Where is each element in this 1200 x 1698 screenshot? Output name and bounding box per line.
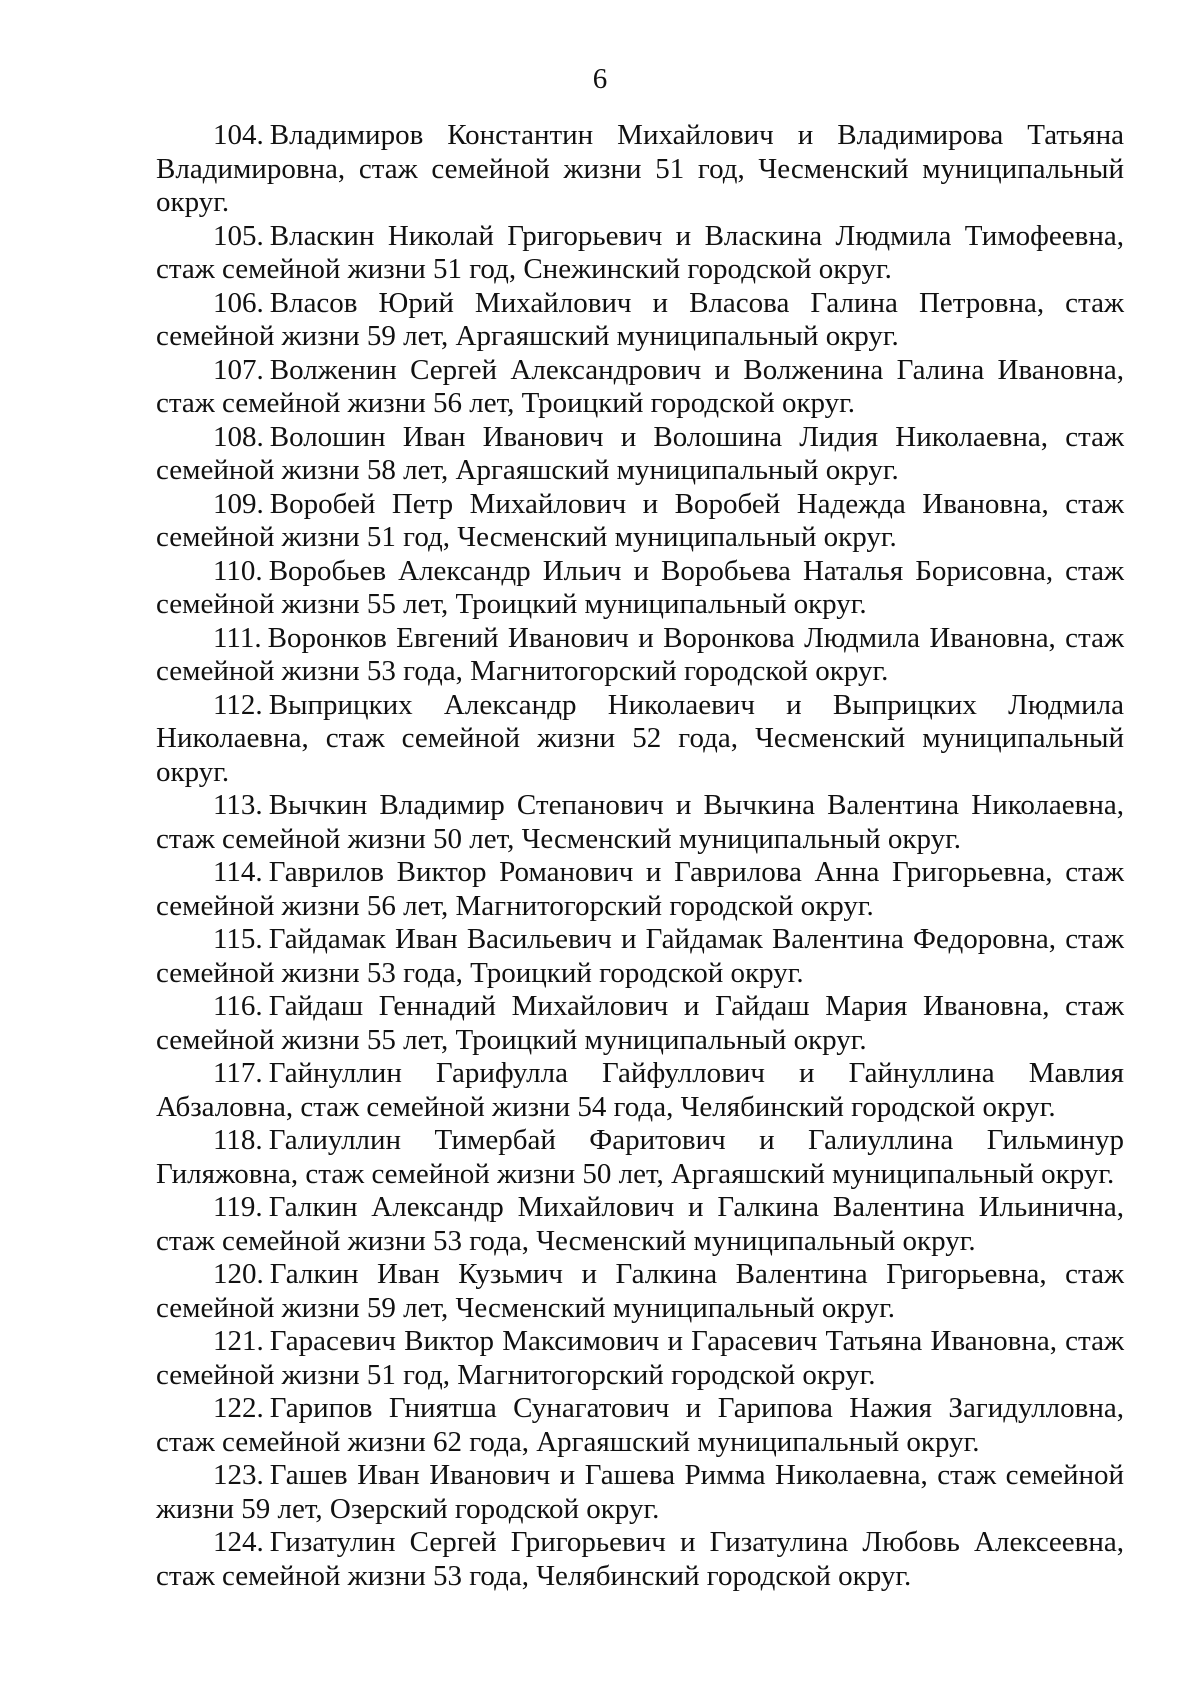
entry-text: Вычкин Владимир Степанович и Вычкина Валентина Николаевна, стаж семейной жизни 50 лет, Чесменский муниципальный округ. (156, 789, 1124, 855)
entry-text: Галиуллин Тимербай Фаритович и Галиуллина Гильминур Гиляжовна, стаж семейной жизни 50 лет, Аргаяшский муниципальный округ. (156, 1124, 1124, 1190)
entry-text: Воробей Петр Михайлович и Воробей Надежда Ивановна, стаж семейной жизни 51 год, Чесменский муниципальный округ. (156, 487, 1124, 553)
entry-text: Воронков Евгений Иванович и Воронкова Людмила Ивановна, стаж семейной жизни 53 года, Магнитогорский городской округ. (156, 621, 1124, 687)
list-item (156, 789, 1124, 856)
list-item (156, 354, 1124, 421)
entry-text: Гарипов Гниятша Сунагатович и Гарипова Нажия Загидулловна, стаж семейной жизни 62 года, Аргаяшский муниципальный округ. (156, 1392, 1124, 1458)
entry-number: 120. (213, 1258, 264, 1290)
entry-text: Выприцких Александр Николаевич и Выприцких Людмила Николаевна, стаж семейной жизни 52 года, Чесменский муниципальный округ. (156, 688, 1124, 788)
entry-text: Волженин Сергей Александрович и Волженина Галина Ивановна, стаж семейной жизни 56 лет, Троицкий городской округ. (156, 353, 1124, 419)
entry-text: Гайдаш Геннадий Михайлович и Гайдаш Мария Ивановна, стаж семейной жизни 55 лет, Троицкий муниципальный округ. (156, 990, 1124, 1056)
entry-number: 117. (213, 1057, 263, 1089)
entry-number: 105. (213, 219, 264, 252)
entry-number: 109. (213, 487, 264, 520)
entry-text: Власов Юрий Михайлович и Власова Галина Петровна, стаж семейной жизни 59 лет, Аргаяшский муниципальный округ. (156, 286, 1124, 352)
list-item (156, 1526, 1124, 1593)
list-item (156, 689, 1124, 790)
entry-number: 107. (213, 353, 264, 386)
entry-number: 121. (213, 1325, 264, 1357)
list-item (156, 990, 1124, 1057)
entry-number: 123. (213, 1459, 264, 1491)
list-item (156, 287, 1124, 354)
entry-number: 124. (213, 1526, 264, 1558)
list-item (156, 1325, 1124, 1392)
entry-number: 114. (213, 856, 263, 888)
entry-number: 119. (213, 1191, 263, 1223)
entry-number: 118. (213, 1124, 263, 1156)
entry-number: 112. (213, 688, 263, 721)
list-item (156, 555, 1124, 622)
entry-text: Гашев Иван Иванович и Гашева Римма Николаевна, стаж семейной жизни 59 лет, Озерский городской округ. (156, 1459, 1124, 1525)
entry-number: 108. (213, 420, 264, 453)
entry-text: Владимиров Константин Михайлович и Владимирова Татьяна Владимировна, стаж семейной жизни 51 год, Чесменский муниципальный округ. (156, 119, 1124, 218)
entry-number: 106. (213, 286, 264, 319)
entry-number: 113. (213, 789, 263, 821)
list-item (156, 1392, 1124, 1459)
list-item (156, 220, 1124, 287)
entry-number: 122. (213, 1392, 264, 1424)
entry-number: 111. (213, 621, 262, 654)
entry-text: Гайдамак Иван Васильевич и Гайдамак Валентина Федоровна, стаж семейной жизни 53 года, Троицкий городской округ. (156, 923, 1124, 989)
list-item (156, 421, 1124, 488)
entry-text: Гарасевич Виктор Максимович и Гарасевич Татьяна Ивановна, стаж семейной жизни 51 год, Магнитогорский городской округ. (156, 1325, 1124, 1391)
list-item (156, 1124, 1124, 1191)
list-item (156, 856, 1124, 923)
list-item (156, 1459, 1124, 1526)
list-item (156, 488, 1124, 555)
list-item (156, 1258, 1124, 1325)
entry-number: 116. (213, 990, 263, 1022)
entry-text: Гаврилов Виктор Романович и Гаврилова Анна Григорьевна, стаж семейной жизни 56 лет, Магнитогорский городской округ. (156, 856, 1124, 922)
entry-text: Волошин Иван Иванович и Волошина Лидия Николаевна, стаж семейной жизни 58 лет, Аргаяшский муниципальный округ. (156, 420, 1124, 486)
entry-text: Галкин Иван Кузьмич и Галкина Валентина Григорьевна, стаж семейной жизни 59 лет, Чесменский муниципальный округ. (156, 1258, 1124, 1324)
entry-text: Воробьев Александр Ильич и Воробьева Наталья Борисовна, стаж семейной жизни 55 лет, Троицкий муниципальный округ. (156, 554, 1124, 620)
list-item (156, 1057, 1124, 1124)
page-number: 6 (592, 63, 608, 95)
list-item (156, 1191, 1124, 1258)
entry-text: Гизатулин Сергей Григорьевич и Гизатулина Любовь Алексеевна, стаж семейной жизни 53 года, Челябинский городской округ. (156, 1526, 1124, 1592)
entry-text: Власкин Николай Григорьевич и Власкина Людмила Тимофеевна, стаж семейной жизни 51 год, Снежинский городской округ. (156, 219, 1124, 285)
list-item (156, 622, 1124, 689)
entry-number: 104. (213, 119, 264, 151)
list-item (156, 923, 1124, 990)
entry-text: Гайнуллин Гарифулла Гайфуллович и Гайнуллина Мавлия Абзаловна, стаж семейной жизни 54 года, Челябинский городской округ. (156, 1057, 1124, 1123)
entry-number: 115. (213, 923, 263, 955)
list-item (156, 119, 1124, 220)
entries-list (156, 119, 1124, 1593)
entry-text: Галкин Александр Михайлович и Галкина Валентина Ильинична, стаж семейной жизни 53 года, Чесменский муниципальный округ. (156, 1191, 1124, 1257)
entry-number: 110. (213, 554, 263, 587)
